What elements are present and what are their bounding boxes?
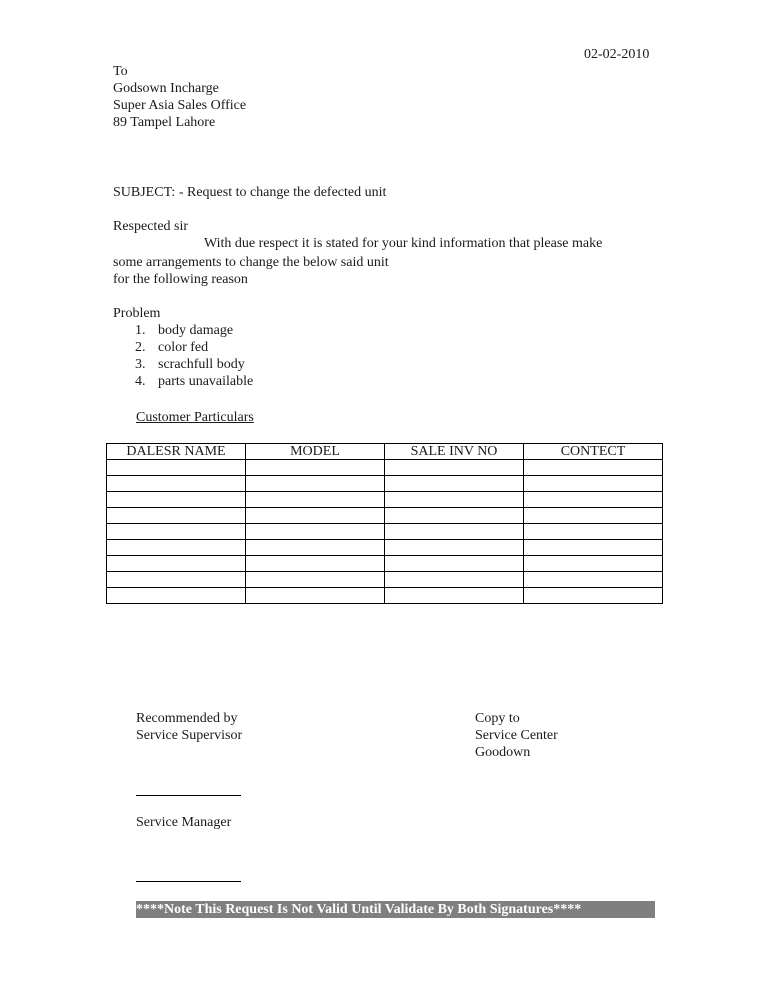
list-item [113, 373, 253, 390]
body-paragraph-line: With due respect it is stated for your kind information that please make [204, 236, 603, 251]
table-cell [246, 572, 385, 588]
table-row [107, 508, 663, 524]
column-header: DALESR NAME [107, 444, 246, 460]
table-cell [385, 460, 524, 476]
list-text: color fed [158, 340, 209, 355]
list-number: 4. [135, 374, 146, 389]
table-row [107, 492, 663, 508]
validity-note: ****Note This Request Is Not Valid Until Validate By Both Signatures**** [136, 901, 655, 918]
table-cell [385, 556, 524, 572]
recommended-by [136, 710, 242, 744]
recipient-to: To [113, 64, 128, 79]
table-cell [385, 476, 524, 492]
list-item [113, 322, 253, 339]
customer-table [106, 443, 663, 604]
signature-line [136, 881, 241, 882]
table-row [107, 524, 663, 540]
problem-heading: Problem [113, 306, 161, 321]
list-item [113, 339, 253, 356]
table-cell [524, 540, 663, 556]
table-cell [385, 572, 524, 588]
table-cell [107, 540, 246, 556]
copy-to [475, 710, 558, 761]
subject-line: SUBJECT: - Request to change the defected unit [113, 185, 387, 200]
table-cell [524, 492, 663, 508]
table-cell [246, 508, 385, 524]
body-paragraph-line: some arrangements to change the below said unit [113, 255, 389, 270]
column-header: CONTECT [524, 444, 663, 460]
recipient-line: 89 Tampel Lahore [113, 115, 216, 130]
table-row [107, 460, 663, 476]
list-number: 2. [135, 340, 146, 355]
table-cell [107, 460, 246, 476]
table-header-row [107, 444, 663, 460]
table-cell [385, 508, 524, 524]
table-cell [246, 556, 385, 572]
table-cell [107, 572, 246, 588]
table-cell [107, 524, 246, 540]
copy-to-label: Copy to [475, 711, 520, 726]
table-cell [246, 524, 385, 540]
table-row [107, 588, 663, 604]
table-cell [107, 556, 246, 572]
table-cell [524, 508, 663, 524]
copy-to-recipient: Goodown [475, 745, 531, 760]
table-cell [524, 556, 663, 572]
recipient-address [113, 63, 246, 131]
table-cell [246, 588, 385, 604]
table-cell [524, 476, 663, 492]
table-cell [385, 492, 524, 508]
problem-list [113, 322, 253, 390]
body-paragraph [113, 254, 389, 288]
table-cell [246, 540, 385, 556]
list-number: 1. [135, 323, 146, 338]
table-cell [246, 492, 385, 508]
signature-line [136, 795, 241, 796]
table-cell [524, 460, 663, 476]
body-paragraph-line: for the following reason [113, 272, 248, 287]
recipient-line: Super Asia Sales Office [113, 98, 247, 113]
table-cell [107, 588, 246, 604]
table-row [107, 572, 663, 588]
recommended-role: Service Supervisor [136, 728, 243, 743]
table-cell [524, 572, 663, 588]
greeting: Respected sir [113, 219, 189, 234]
table-cell [107, 476, 246, 492]
list-text: scrachfull body [158, 357, 245, 372]
column-header: SALE INV NO [385, 444, 524, 460]
list-item [113, 356, 253, 373]
list-number: 3. [135, 357, 146, 372]
column-header: MODEL [246, 444, 385, 460]
table-cell [524, 588, 663, 604]
letter-date: 02-02-2010 [584, 47, 650, 62]
service-manager-label: Service Manager [136, 815, 232, 830]
copy-to-recipient: Service Center [475, 728, 558, 743]
table-row [107, 540, 663, 556]
table-row [107, 476, 663, 492]
table-cell [385, 588, 524, 604]
table-cell [524, 524, 663, 540]
table-cell [107, 508, 246, 524]
table-cell [246, 476, 385, 492]
table-cell [385, 540, 524, 556]
table-cell [107, 492, 246, 508]
table-cell [385, 524, 524, 540]
table-cell [246, 460, 385, 476]
table-body [107, 460, 663, 604]
table-row [107, 556, 663, 572]
list-text: parts unavailable [158, 374, 254, 389]
customer-particulars-heading: Customer Particulars [136, 410, 254, 425]
recipient-line: Godsown Incharge [113, 81, 219, 96]
recommended-label: Recommended by [136, 711, 238, 726]
list-text: body damage [158, 323, 234, 338]
